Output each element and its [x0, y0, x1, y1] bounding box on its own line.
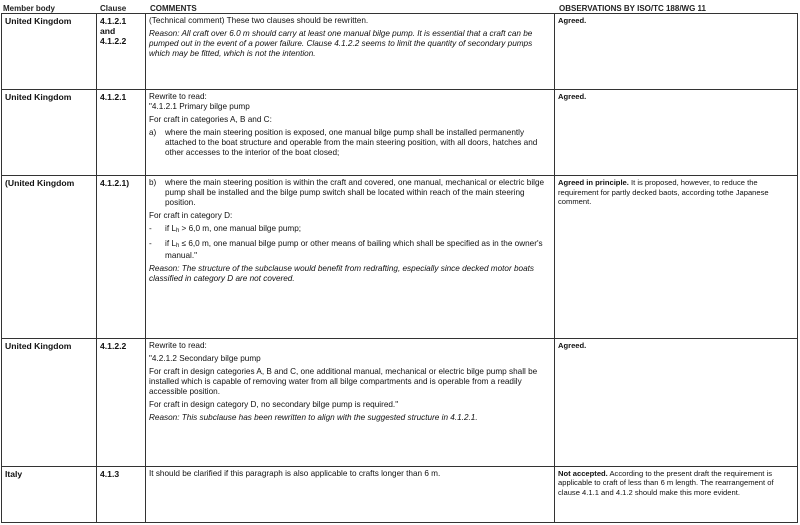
list-item-text [165, 239, 551, 261]
comment-text: For craft in categories A, B and C: [149, 115, 272, 125]
comment-text: "4.1.2.1 Primary bilge pump [149, 102, 250, 112]
header-comments: COMMENTS [150, 4, 197, 13]
formula-text: if L [165, 224, 176, 234]
header-observations: OBSERVATIONS BY ISO/TC 188/WG 11 [559, 4, 707, 13]
formula-text: ≤ 6,0 m, one manual bilge pump or other means of bailing which shall be specified as in the owner's manual." [165, 239, 543, 261]
list-marker: a) [149, 128, 157, 138]
observation-cell [555, 176, 798, 338]
clause-cell: 4.1.3 [97, 466, 146, 522]
clause-cell: 4.1.2.1 and 4.1.2.2 [97, 14, 146, 90]
member-body-cell: United Kingdom [2, 338, 97, 466]
observation-text: Agreed. [558, 340, 587, 350]
list-item [149, 239, 551, 261]
observation-cell [555, 338, 798, 466]
dash-marker: - [149, 239, 152, 249]
clause-cell: 4.1.2.1 [97, 90, 146, 176]
member-body-cell: United Kingdom [2, 14, 97, 90]
comment-text: "4.2.1.2 Secondary bilge pump [149, 353, 261, 363]
header-member-body: Member body [3, 4, 56, 13]
header-clause: Clause [100, 4, 127, 13]
comment-cell [146, 176, 555, 338]
comment-text: For craft in category D: [149, 211, 233, 221]
comment-text: (Technical comment) These two clauses should be rewritten. [149, 16, 369, 25]
observation-verdict: Agreed in principle. [558, 178, 629, 188]
table-row [2, 90, 798, 176]
reason-text: Reason: The structure of the subclause would benefit from redrafting, especially since decked motor boats classified in category D are not covered. [149, 264, 535, 284]
clause-cell: 4.1.2.2 [97, 338, 146, 466]
formula-text: > 6,0 m, one manual bilge pump; [179, 224, 302, 234]
table-row [2, 466, 798, 522]
observation-cell [555, 14, 798, 90]
dash-marker: - [149, 224, 152, 234]
formula-text: if L [165, 239, 176, 249]
table-row [2, 14, 798, 90]
list-marker: b) [149, 178, 157, 188]
comment-text: For craft in design category D, no secondary bilge pump is required." [149, 399, 399, 409]
comment-text: Rewrite to read: [149, 340, 207, 350]
observation-verdict: Not accepted. [558, 468, 608, 478]
subscript: h [175, 243, 180, 250]
table-row [2, 176, 798, 338]
comment-cell [146, 338, 555, 466]
member-body-cell: United Kingdom [2, 90, 97, 176]
observation-text: Agreed. [558, 92, 587, 102]
observation-cell [555, 90, 798, 176]
comment-text: It should be clarified if this paragraph is also applicable to crafts longer than 6 m. [149, 468, 441, 478]
list-item-text: where the main steering position is within the craft and covered, one manual, mechanical or electric bilge pump shall be installed and the bilge pump switch shall be located within reach of the main steering position. [165, 178, 545, 208]
list-item [149, 128, 551, 158]
list-item [149, 178, 551, 208]
comment-text: For craft in design categories A, B and C, one additional manual, mechanical or electric bilge pump shall be installed which is capable of removing water from all bilge compartments and is operable from a readily accessible position. [149, 366, 538, 396]
list-item-text: where the main steering position is exposed, one manual bilge pump shall be installed permanently attached to the boat structure and operable from the main steering position, with all doors, hatches and other accesses to the interior of the boat closed; [165, 128, 538, 158]
comments-table [1, 13, 798, 523]
clause-cell: 4.1.2.1) [97, 176, 146, 338]
reason-text: Reason: This subclause has been rewritten to align with the suggested structure in 4.1.2.1. [149, 412, 478, 422]
observation-text: Agreed. [558, 16, 587, 25]
observation-text: It is proposed, however, to reduce the requirement for partly decked baots, according tothe Japanese comment. [558, 178, 769, 207]
table-row [2, 338, 798, 466]
list-item-text [165, 224, 551, 236]
comment-text: Rewrite to read: [149, 92, 207, 102]
comment-cell [146, 14, 555, 90]
member-body-cell: Italy [2, 466, 97, 522]
observation-cell [555, 466, 798, 522]
reason-text: Reason: All craft over 6.0 m should carry at least one manual bilge pump. It is essential that a craft can be pumped out in the event of a power failure. Clause 4.1.2.2 seems to limit the quantity of secondary pumps which may be fitted, which is not the intention. [149, 29, 533, 58]
list-item [149, 224, 551, 236]
observation-text: According to the present draft the requirement is applicable to craft of less than 6 m length. The rearrangement of clause 4.1.1 and 4.1.2 should make this more evident. [558, 468, 774, 497]
subscript: h [175, 228, 180, 235]
member-body-cell: (United Kingdom [2, 176, 97, 338]
comment-cell [146, 90, 555, 176]
comment-cell [146, 466, 555, 522]
